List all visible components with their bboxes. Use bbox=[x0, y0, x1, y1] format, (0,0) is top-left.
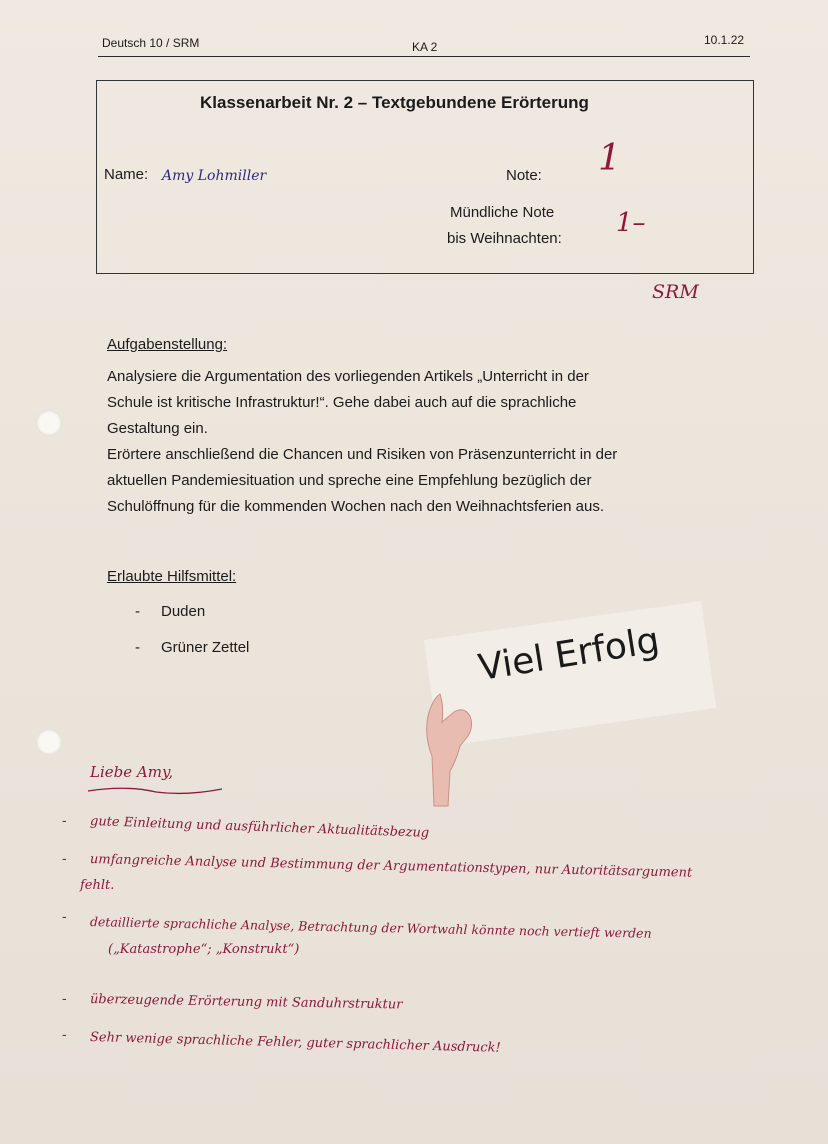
date-label: 10.1.22 bbox=[704, 33, 745, 47]
task-line: Schulöffnung für die kommenden Wochen nach den Weihnachtsferien aus. bbox=[107, 498, 604, 515]
feedback-item: („Katastrophe“; „Konstrukt“) bbox=[108, 942, 300, 957]
task-line: Schule ist kritische Infrastruktur!“. Gehe dabei auch auf die sprachliche bbox=[107, 394, 577, 411]
aid-bullet: - bbox=[135, 639, 140, 656]
aid-item: Duden bbox=[161, 603, 206, 620]
task-line: aktuellen Pandemiesituation und spreche eine Empfehlung bezüglich der bbox=[107, 472, 592, 489]
exam-label: KA 2 bbox=[412, 40, 438, 54]
feedback-item: überzeugende Erörterung mit Sanduhrstruktur bbox=[89, 992, 403, 1013]
feedback-greeting: Liebe Amy, bbox=[90, 763, 174, 781]
feedback-bullet: - bbox=[62, 990, 67, 1006]
oral-grade-label-2: bis Weihnachten: bbox=[447, 230, 562, 247]
aid-item: Grüner Zettel bbox=[161, 639, 250, 656]
greeting-underline-icon bbox=[86, 783, 226, 797]
feedback-item: detaillierte sprachliche Analyse, Betrachtung der Wortwahl könnte noch vertieft werden bbox=[89, 914, 652, 941]
exam-title: Klassenarbeit Nr. 2 – Textgebundene Erörterung bbox=[200, 93, 589, 112]
aid-bullet: - bbox=[135, 603, 140, 620]
feedback-bullet: - bbox=[62, 1026, 67, 1042]
oral-grade-label-1: Mündliche Note bbox=[450, 204, 555, 221]
grade-label: Note: bbox=[506, 167, 542, 184]
subject-label: Deutsch 10 / SRM bbox=[102, 36, 200, 50]
punch-hole-top bbox=[36, 410, 62, 436]
hand-illustration-icon bbox=[414, 686, 480, 808]
good-luck-text: Viel Erfolg bbox=[475, 619, 663, 689]
name-label: Name: bbox=[104, 166, 149, 183]
feedback-item: gute Einleitung und ausführlicher Aktualitätsbezug bbox=[89, 814, 430, 841]
feedback-item: umfangreiche Analyse und Bestimmung der Argumentationstypen, nur Autoritätsargument bbox=[89, 852, 693, 881]
task-line: Gestaltung ein. bbox=[107, 420, 208, 437]
grade-value: 1 bbox=[598, 138, 621, 179]
teacher-initials: SRM bbox=[652, 281, 699, 303]
aids-heading: Erlaubte Hilfsmittel: bbox=[107, 568, 237, 585]
task-heading: Aufgabenstellung: bbox=[107, 336, 228, 353]
feedback-item: fehlt. bbox=[80, 878, 115, 893]
feedback-item: Sehr wenige sprachliche Fehler, guter sprachlicher Ausdruck! bbox=[89, 1030, 501, 1056]
name-value: Amy Lohmiller bbox=[162, 168, 267, 184]
punch-hole-bottom bbox=[36, 729, 62, 755]
oral-grade-value: 1– bbox=[616, 208, 646, 238]
task-line: Erörtere anschließend die Chancen und Risiken von Präsenzunterricht in der bbox=[107, 446, 618, 463]
feedback-bullet: - bbox=[62, 908, 67, 924]
feedback-bullet: - bbox=[62, 812, 67, 828]
task-text bbox=[107, 364, 617, 520]
task-line: Analysiere die Argumentation des vorliegenden Artikels „Unterricht in der bbox=[107, 368, 589, 385]
header-rule bbox=[98, 56, 750, 57]
feedback-bullet: - bbox=[62, 850, 67, 866]
